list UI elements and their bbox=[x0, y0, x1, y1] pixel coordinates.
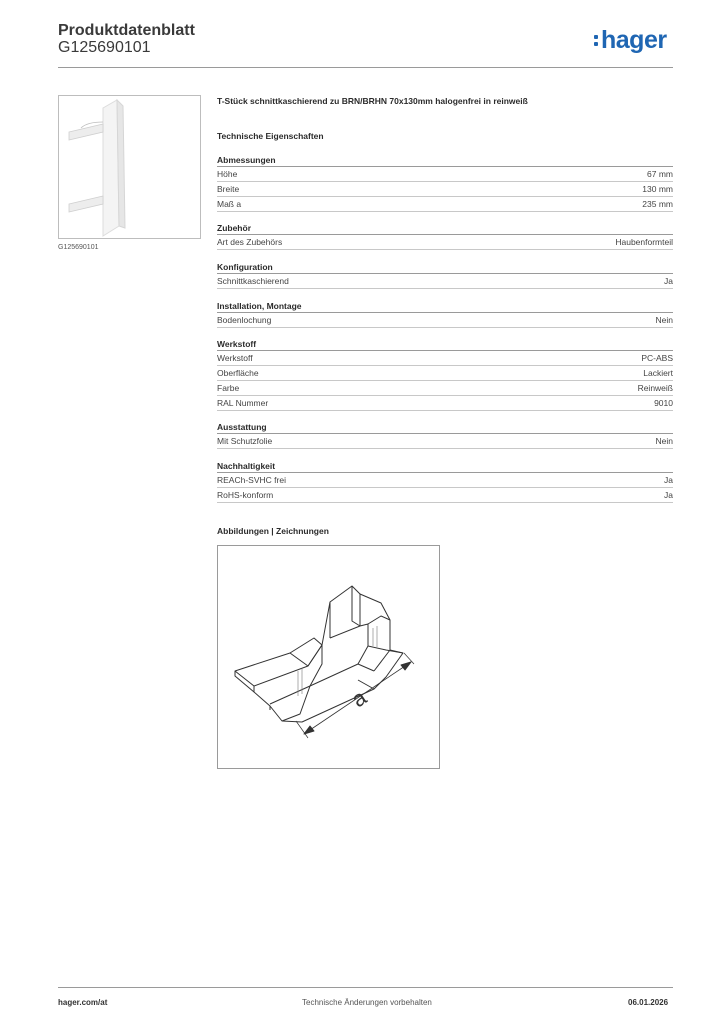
spec-row bbox=[217, 396, 673, 411]
spec-label: Bodenlochung bbox=[217, 315, 272, 325]
section-title: Nachhaltigkeit bbox=[217, 460, 673, 473]
spec-row bbox=[217, 313, 673, 328]
section-title: Installation, Montage bbox=[217, 300, 673, 313]
product-description: T-Stück schnittkaschierend zu BRN/BRHN 70x130mm halogenfrei in reinweiß bbox=[217, 96, 528, 106]
spec-value: Lackiert bbox=[643, 368, 673, 378]
spec-label: Breite bbox=[217, 184, 240, 194]
section-title: Konfiguration bbox=[217, 261, 673, 274]
section-material bbox=[217, 338, 673, 411]
t-piece-drawing-icon bbox=[218, 546, 441, 770]
spec-label: REACh-SVHC frei bbox=[217, 475, 286, 485]
spec-row bbox=[217, 434, 673, 449]
spec-label: Art des Zubehörs bbox=[217, 237, 283, 247]
section-dimensions bbox=[217, 154, 673, 212]
spec-value: Ja bbox=[664, 276, 673, 286]
spec-value: PC-ABS bbox=[641, 353, 673, 363]
footer-notice: Technische Änderungen vorbehalten bbox=[302, 998, 432, 1007]
section-heading-tech: Technische Eigenschaften bbox=[217, 131, 324, 141]
spec-row bbox=[217, 235, 673, 250]
spec-row bbox=[217, 473, 673, 488]
spec-value: Ja bbox=[664, 490, 673, 500]
section-configuration bbox=[217, 261, 673, 289]
spec-label: Werkstoff bbox=[217, 353, 253, 363]
section-title: Werkstoff bbox=[217, 338, 673, 351]
product-number: G125690101 bbox=[58, 39, 151, 56]
spec-value: 235 mm bbox=[642, 199, 673, 209]
spec-value: Nein bbox=[655, 436, 673, 446]
section-installation bbox=[217, 300, 673, 328]
header-divider bbox=[58, 67, 673, 68]
spec-label: Farbe bbox=[217, 383, 240, 393]
spec-row bbox=[217, 488, 673, 503]
spec-value: 9010 bbox=[654, 398, 673, 408]
spec-label: Schnittkaschierend bbox=[217, 276, 289, 286]
section-sustainability bbox=[217, 460, 673, 503]
product-image bbox=[58, 95, 201, 239]
spec-row bbox=[217, 167, 673, 182]
spec-label: Mit Schutzfolie bbox=[217, 436, 273, 446]
spec-value: 130 mm bbox=[642, 184, 673, 194]
spec-value: Ja bbox=[664, 475, 673, 485]
logo-text: hager bbox=[601, 26, 667, 54]
product-photo-icon bbox=[59, 96, 202, 240]
footer-website[interactable]: hager.com/at bbox=[58, 998, 108, 1007]
spec-label: Oberfläche bbox=[217, 368, 259, 378]
spec-value: Reinweiß bbox=[637, 383, 673, 393]
section-accessory bbox=[217, 222, 673, 250]
spec-row bbox=[217, 381, 673, 396]
spec-row bbox=[217, 366, 673, 381]
figures-heading: Abbildungen | Zeichnungen bbox=[217, 526, 329, 536]
section-title: Zubehör bbox=[217, 222, 673, 235]
spec-value: 67 mm bbox=[647, 169, 673, 179]
dimension-label: a bbox=[346, 684, 371, 713]
spec-label: RoHS-konform bbox=[217, 490, 274, 500]
footer-divider bbox=[58, 987, 673, 988]
page-title: Produktdatenblatt bbox=[58, 22, 195, 39]
spec-label: Maß a bbox=[217, 199, 242, 209]
footer-date: 06.01.2026 bbox=[628, 998, 669, 1007]
image-caption: G125690101 bbox=[58, 244, 99, 251]
logo-dots-icon bbox=[594, 32, 599, 48]
spec-row bbox=[217, 351, 673, 366]
spec-value: Nein bbox=[655, 315, 673, 325]
spec-label: RAL Nummer bbox=[217, 398, 269, 408]
section-equipment bbox=[217, 421, 673, 449]
spec-row bbox=[217, 274, 673, 289]
section-title: Ausstattung bbox=[217, 421, 673, 434]
spec-label: Höhe bbox=[217, 169, 238, 179]
hager-logo bbox=[594, 28, 667, 53]
section-title: Abmessungen bbox=[217, 154, 673, 167]
technical-drawing bbox=[217, 545, 440, 769]
spec-row bbox=[217, 197, 673, 212]
spec-value: Haubenformteil bbox=[615, 237, 673, 247]
spec-row bbox=[217, 182, 673, 197]
